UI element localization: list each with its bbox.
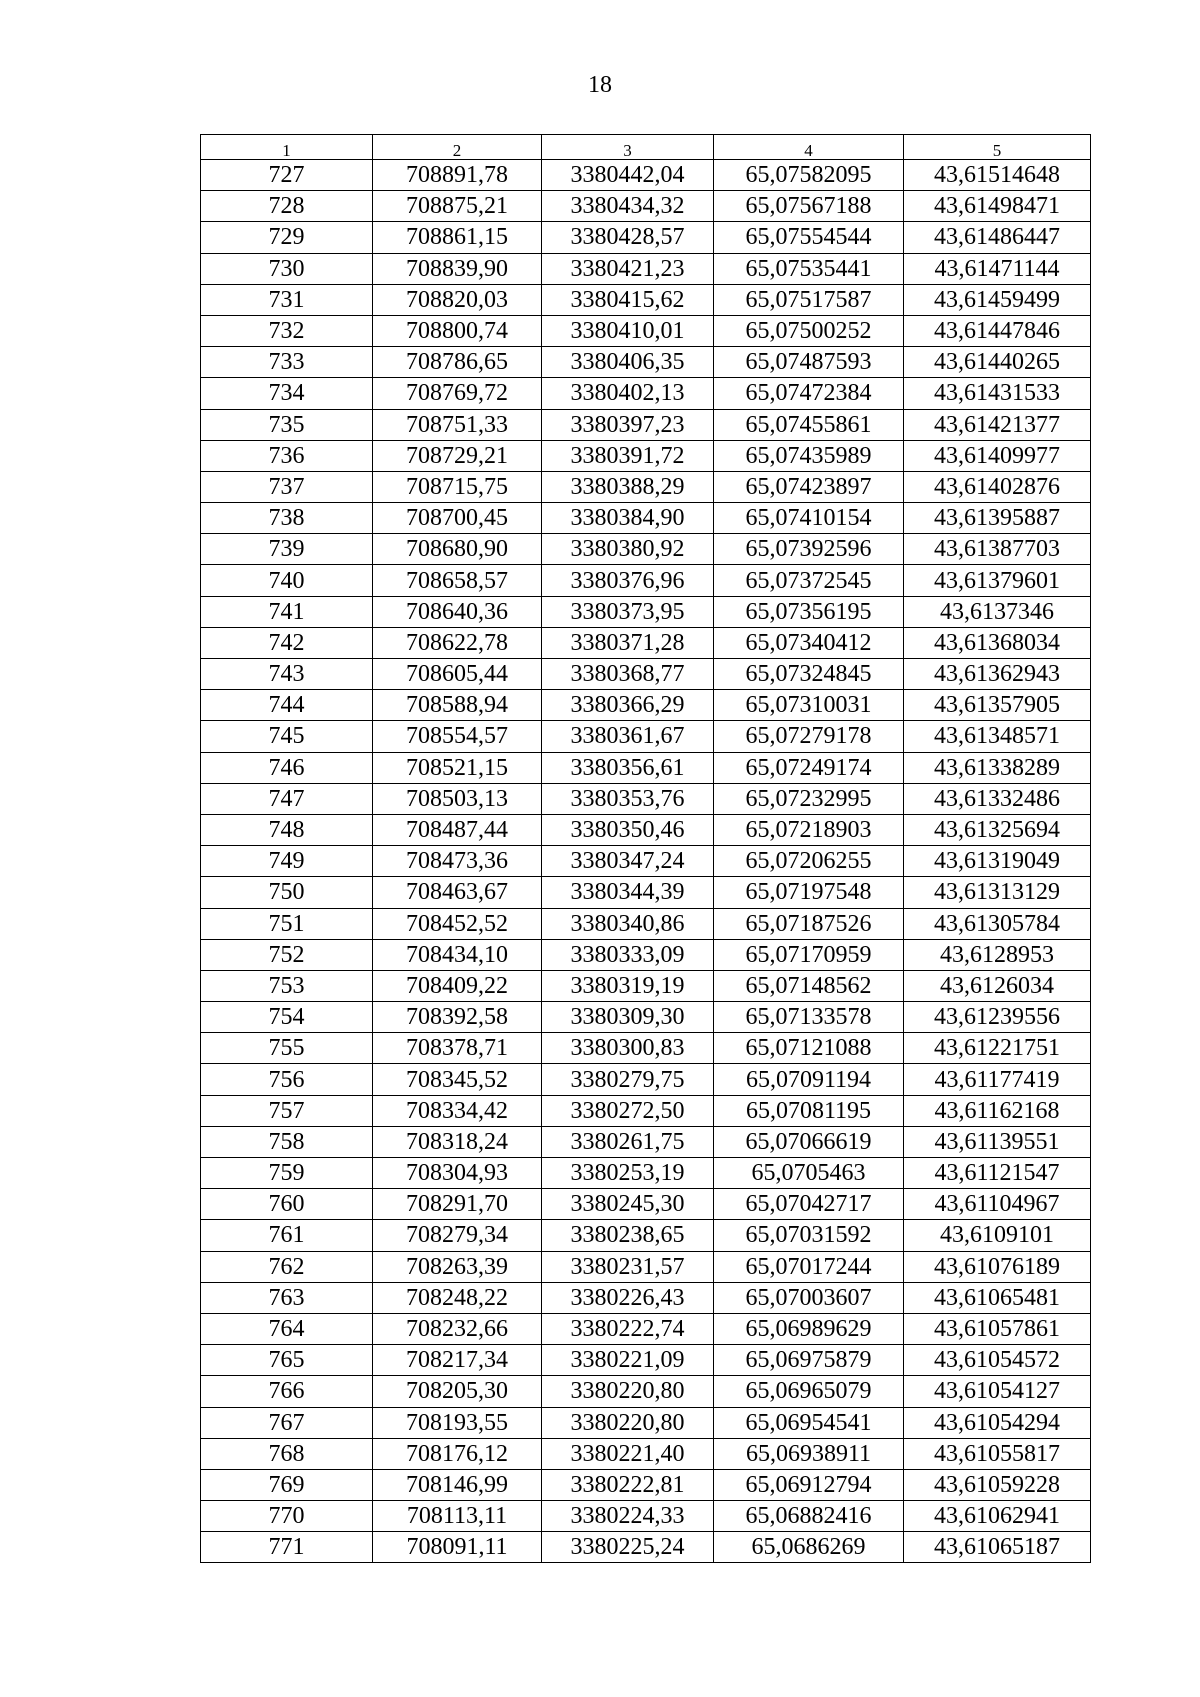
table-cell: 43,61057861 — [904, 1313, 1091, 1344]
table-cell: 708232,66 — [373, 1313, 542, 1344]
table-cell: 753 — [201, 970, 373, 1001]
table-cell: 708473,36 — [373, 846, 542, 877]
table-cell: 43,61348571 — [904, 721, 1091, 752]
table-row — [201, 503, 1091, 534]
table-cell: 43,61447846 — [904, 315, 1091, 346]
table-row — [201, 1313, 1091, 1344]
table-cell: 770 — [201, 1501, 373, 1532]
table-cell: 43,61065187 — [904, 1532, 1091, 1563]
table-row — [201, 253, 1091, 284]
table-cell: 708521,15 — [373, 752, 542, 783]
table-row — [201, 1002, 1091, 1033]
table-cell: 65,07500252 — [714, 315, 904, 346]
table-cell: 766 — [201, 1376, 373, 1407]
table-cell: 43,61421377 — [904, 409, 1091, 440]
table-row — [201, 752, 1091, 783]
table-cell: 65,07066619 — [714, 1126, 904, 1157]
table-row — [201, 908, 1091, 939]
table-cell: 65,07356195 — [714, 596, 904, 627]
column-header-2: 2 — [373, 135, 542, 160]
table-cell: 65,07170959 — [714, 939, 904, 970]
table-cell: 708622,78 — [373, 627, 542, 658]
table-cell: 3380350,46 — [542, 814, 714, 845]
table-cell: 708786,65 — [373, 347, 542, 378]
table-row — [201, 1438, 1091, 1469]
table-cell: 3380391,72 — [542, 440, 714, 471]
table-cell: 43,61332486 — [904, 783, 1091, 814]
table-cell: 43,61325694 — [904, 814, 1091, 845]
table-cell: 3380261,75 — [542, 1126, 714, 1157]
table-cell: 731 — [201, 284, 373, 315]
column-header-4: 4 — [714, 135, 904, 160]
table-cell: 708820,03 — [373, 284, 542, 315]
table-cell: 739 — [201, 534, 373, 565]
table-cell: 65,0705463 — [714, 1158, 904, 1189]
table-cell: 43,61121547 — [904, 1158, 1091, 1189]
table-cell: 3380253,19 — [542, 1158, 714, 1189]
table-row — [201, 191, 1091, 222]
table-row — [201, 1469, 1091, 1500]
table-cell: 708554,57 — [373, 721, 542, 752]
table-cell: 43,61059228 — [904, 1469, 1091, 1500]
table-body — [201, 160, 1091, 1563]
table-row — [201, 160, 1091, 191]
header-row — [201, 135, 1091, 160]
table-cell: 760 — [201, 1189, 373, 1220]
table-cell: 43,61514648 — [904, 160, 1091, 191]
table-cell: 745 — [201, 721, 373, 752]
table-cell: 65,06965079 — [714, 1376, 904, 1407]
table-cell: 3380356,61 — [542, 752, 714, 783]
table-cell: 708279,34 — [373, 1220, 542, 1251]
table-cell: 65,06938911 — [714, 1438, 904, 1469]
table-cell: 65,07435989 — [714, 440, 904, 471]
table-cell: 708800,74 — [373, 315, 542, 346]
table-cell: 65,07232995 — [714, 783, 904, 814]
table-cell: 65,06954541 — [714, 1407, 904, 1438]
table-cell: 65,07582095 — [714, 160, 904, 191]
table-header — [201, 135, 1091, 160]
table-cell: 3380344,39 — [542, 877, 714, 908]
table-cell: 708640,36 — [373, 596, 542, 627]
column-header-3: 3 — [542, 135, 714, 160]
table-cell: 65,07017244 — [714, 1251, 904, 1282]
table-row — [201, 1095, 1091, 1126]
table-cell: 3380226,43 — [542, 1282, 714, 1313]
table-cell: 65,07133578 — [714, 1002, 904, 1033]
table-cell: 3380421,23 — [542, 253, 714, 284]
table-cell: 3380300,83 — [542, 1033, 714, 1064]
table-cell: 65,07487593 — [714, 347, 904, 378]
table-cell: 3380347,24 — [542, 846, 714, 877]
table-cell: 708091,11 — [373, 1532, 542, 1563]
table-cell: 708434,10 — [373, 939, 542, 970]
table-cell: 65,06912794 — [714, 1469, 904, 1500]
table-cell: 3380368,77 — [542, 659, 714, 690]
table-cell: 3380380,92 — [542, 534, 714, 565]
table-row — [201, 1376, 1091, 1407]
table-cell: 708291,70 — [373, 1189, 542, 1220]
table-cell: 65,06882416 — [714, 1501, 904, 1532]
table-cell: 65,07081195 — [714, 1095, 904, 1126]
table-cell: 65,07517587 — [714, 284, 904, 315]
table-cell: 3380397,23 — [542, 409, 714, 440]
table-cell: 732 — [201, 315, 373, 346]
table-cell: 708263,39 — [373, 1251, 542, 1282]
table-cell: 43,61379601 — [904, 565, 1091, 596]
table-cell: 3380333,09 — [542, 939, 714, 970]
table-cell: 43,61431533 — [904, 378, 1091, 409]
table-cell: 764 — [201, 1313, 373, 1344]
table-row — [201, 378, 1091, 409]
table-row — [201, 970, 1091, 1001]
table-cell: 3380373,95 — [542, 596, 714, 627]
table-cell: 708605,44 — [373, 659, 542, 690]
table-cell: 43,6137346 — [904, 596, 1091, 627]
table-cell: 43,61305784 — [904, 908, 1091, 939]
table-row — [201, 565, 1091, 596]
table-cell: 3380222,81 — [542, 1469, 714, 1500]
table-cell: 752 — [201, 939, 373, 970]
table-cell: 43,61459499 — [904, 284, 1091, 315]
table-cell: 708248,22 — [373, 1282, 542, 1313]
table-cell: 3380353,76 — [542, 783, 714, 814]
table-cell: 761 — [201, 1220, 373, 1251]
table-cell: 708715,75 — [373, 471, 542, 502]
table-cell: 3380221,09 — [542, 1345, 714, 1376]
table-cell: 43,61139551 — [904, 1126, 1091, 1157]
table-cell: 65,07206255 — [714, 846, 904, 877]
table-cell: 708205,30 — [373, 1376, 542, 1407]
table-cell: 3380415,62 — [542, 284, 714, 315]
table-row — [201, 877, 1091, 908]
table-cell: 734 — [201, 378, 373, 409]
table-row — [201, 409, 1091, 440]
table-cell: 3380384,90 — [542, 503, 714, 534]
table-row — [201, 690, 1091, 721]
table-cell: 43,61054294 — [904, 1407, 1091, 1438]
table-cell: 65,07197548 — [714, 877, 904, 908]
table-cell: 708503,13 — [373, 783, 542, 814]
table-cell: 708729,21 — [373, 440, 542, 471]
table-cell: 708658,57 — [373, 565, 542, 596]
table-cell: 3380279,75 — [542, 1064, 714, 1095]
table-cell: 43,6109101 — [904, 1220, 1091, 1251]
table-cell: 708700,45 — [373, 503, 542, 534]
table-cell: 733 — [201, 347, 373, 378]
table-cell: 727 — [201, 160, 373, 191]
table-row — [201, 659, 1091, 690]
table-cell: 3380371,28 — [542, 627, 714, 658]
column-header-5: 5 — [904, 135, 1091, 160]
table-cell: 43,61239556 — [904, 1002, 1091, 1033]
table-row — [201, 347, 1091, 378]
table-cell: 769 — [201, 1469, 373, 1500]
table-row — [201, 222, 1091, 253]
table-cell: 748 — [201, 814, 373, 845]
table-cell: 3380428,57 — [542, 222, 714, 253]
table-row — [201, 627, 1091, 658]
table-cell: 43,61313129 — [904, 877, 1091, 908]
table-cell: 3380402,13 — [542, 378, 714, 409]
table-cell: 3380376,96 — [542, 565, 714, 596]
table-cell: 65,07340412 — [714, 627, 904, 658]
table-cell: 3380224,33 — [542, 1501, 714, 1532]
table-cell: 3380361,67 — [542, 721, 714, 752]
table-cell: 708588,94 — [373, 690, 542, 721]
table-row — [201, 939, 1091, 970]
table-cell: 3380220,80 — [542, 1407, 714, 1438]
table-cell: 754 — [201, 1002, 373, 1033]
table-cell: 65,07148562 — [714, 970, 904, 1001]
table-row — [201, 1251, 1091, 1282]
table-cell: 3380231,57 — [542, 1251, 714, 1282]
table-cell: 757 — [201, 1095, 373, 1126]
table-row — [201, 1126, 1091, 1157]
table-cell: 763 — [201, 1282, 373, 1313]
table-cell: 708378,71 — [373, 1033, 542, 1064]
table-cell: 756 — [201, 1064, 373, 1095]
table-cell: 708463,67 — [373, 877, 542, 908]
table-cell: 3380238,65 — [542, 1220, 714, 1251]
table-cell: 43,6128953 — [904, 939, 1091, 970]
table-row — [201, 814, 1091, 845]
table-cell: 43,61062941 — [904, 1501, 1091, 1532]
table-cell: 43,61177419 — [904, 1064, 1091, 1095]
table-cell: 43,61357905 — [904, 690, 1091, 721]
coordinates-table — [200, 134, 1091, 1563]
table-cell: 43,6126034 — [904, 970, 1091, 1001]
table-cell: 43,61440265 — [904, 347, 1091, 378]
table-row — [201, 1345, 1091, 1376]
table-cell: 65,07372545 — [714, 565, 904, 596]
table-cell: 65,07003607 — [714, 1282, 904, 1313]
table-cell: 65,07324845 — [714, 659, 904, 690]
table-cell: 708769,72 — [373, 378, 542, 409]
table-cell: 708861,15 — [373, 222, 542, 253]
table-cell: 743 — [201, 659, 373, 690]
table-cell: 43,61054127 — [904, 1376, 1091, 1407]
table-cell: 708304,93 — [373, 1158, 542, 1189]
table-row — [201, 1407, 1091, 1438]
table-cell: 65,07423897 — [714, 471, 904, 502]
table-cell: 43,61104967 — [904, 1189, 1091, 1220]
table-cell: 736 — [201, 440, 373, 471]
table-cell: 708193,55 — [373, 1407, 542, 1438]
table-row — [201, 846, 1091, 877]
table-cell: 65,06989629 — [714, 1313, 904, 1344]
table-cell: 738 — [201, 503, 373, 534]
table-cell: 43,61065481 — [904, 1282, 1091, 1313]
table-cell: 65,06975879 — [714, 1345, 904, 1376]
table-cell: 708176,12 — [373, 1438, 542, 1469]
table-cell: 3380221,40 — [542, 1438, 714, 1469]
table-cell: 43,61498471 — [904, 191, 1091, 222]
table-cell: 708318,24 — [373, 1126, 542, 1157]
table-cell: 65,0686269 — [714, 1532, 904, 1563]
table-cell: 759 — [201, 1158, 373, 1189]
table-cell: 65,07249174 — [714, 752, 904, 783]
table-row — [201, 1220, 1091, 1251]
table-cell: 65,07279178 — [714, 721, 904, 752]
table-cell: 758 — [201, 1126, 373, 1157]
table-cell: 65,07554544 — [714, 222, 904, 253]
table-cell: 768 — [201, 1438, 373, 1469]
table-cell: 65,07031592 — [714, 1220, 904, 1251]
table-cell: 43,61368034 — [904, 627, 1091, 658]
table-cell: 3380309,30 — [542, 1002, 714, 1033]
table-cell: 43,61054572 — [904, 1345, 1091, 1376]
table-cell: 43,61055817 — [904, 1438, 1091, 1469]
table-cell: 3380220,80 — [542, 1376, 714, 1407]
table-cell: 65,07187526 — [714, 908, 904, 939]
table-cell: 43,61362943 — [904, 659, 1091, 690]
table-cell: 708334,42 — [373, 1095, 542, 1126]
table-cell: 43,61471144 — [904, 253, 1091, 284]
table-cell: 708392,58 — [373, 1002, 542, 1033]
table-row — [201, 1033, 1091, 1064]
table-cell: 3380406,35 — [542, 347, 714, 378]
table-cell: 65,07535441 — [714, 253, 904, 284]
table-cell: 3380388,29 — [542, 471, 714, 502]
table-cell: 708891,78 — [373, 160, 542, 191]
table-cell: 708839,90 — [373, 253, 542, 284]
table-cell: 767 — [201, 1407, 373, 1438]
table-cell: 43,61076189 — [904, 1251, 1091, 1282]
table-cell: 3380245,30 — [542, 1189, 714, 1220]
table-cell: 735 — [201, 409, 373, 440]
table-cell: 43,61395887 — [904, 503, 1091, 534]
table-cell: 708146,99 — [373, 1469, 542, 1500]
table-row — [201, 1064, 1091, 1095]
table-cell: 43,61338289 — [904, 752, 1091, 783]
table-row — [201, 471, 1091, 502]
table-cell: 728 — [201, 191, 373, 222]
table-cell: 740 — [201, 565, 373, 596]
table-cell: 43,61319049 — [904, 846, 1091, 877]
table-row — [201, 1189, 1091, 1220]
table-row — [201, 596, 1091, 627]
table-cell: 3380272,50 — [542, 1095, 714, 1126]
table-cell: 747 — [201, 783, 373, 814]
table-cell: 708680,90 — [373, 534, 542, 565]
table-cell: 65,07410154 — [714, 503, 904, 534]
table-cell: 741 — [201, 596, 373, 627]
table-cell: 708113,11 — [373, 1501, 542, 1532]
page-number: 18 — [588, 72, 612, 98]
table-cell: 3380434,32 — [542, 191, 714, 222]
table-cell: 3380225,24 — [542, 1532, 714, 1563]
table-cell: 751 — [201, 908, 373, 939]
table-row — [201, 440, 1091, 471]
table-cell: 765 — [201, 1345, 373, 1376]
table-cell: 3380410,01 — [542, 315, 714, 346]
table-cell: 3380340,86 — [542, 908, 714, 939]
table-cell: 742 — [201, 627, 373, 658]
table-row — [201, 534, 1091, 565]
table-cell: 729 — [201, 222, 373, 253]
table-row — [201, 1282, 1091, 1313]
table-row — [201, 1532, 1091, 1563]
table-cell: 750 — [201, 877, 373, 908]
table-cell: 771 — [201, 1532, 373, 1563]
table-cell: 3380319,19 — [542, 970, 714, 1001]
table-row — [201, 1158, 1091, 1189]
table-cell: 43,61486447 — [904, 222, 1091, 253]
table-cell: 65,07310031 — [714, 690, 904, 721]
table-cell: 746 — [201, 752, 373, 783]
table-cell: 708751,33 — [373, 409, 542, 440]
table-cell: 43,61402876 — [904, 471, 1091, 502]
table-cell: 755 — [201, 1033, 373, 1064]
table-cell: 65,07121088 — [714, 1033, 904, 1064]
table-cell: 65,07218903 — [714, 814, 904, 845]
table-row — [201, 1501, 1091, 1532]
table-cell: 65,07455861 — [714, 409, 904, 440]
table-cell: 43,61221751 — [904, 1033, 1091, 1064]
table-cell: 749 — [201, 846, 373, 877]
table-cell: 744 — [201, 690, 373, 721]
table-cell: 737 — [201, 471, 373, 502]
table-cell: 43,61409977 — [904, 440, 1091, 471]
table-cell: 65,07392596 — [714, 534, 904, 565]
table-cell: 708487,44 — [373, 814, 542, 845]
table-row — [201, 721, 1091, 752]
table-cell: 43,61387703 — [904, 534, 1091, 565]
table-row — [201, 783, 1091, 814]
table-cell: 3380222,74 — [542, 1313, 714, 1344]
table-cell: 65,07567188 — [714, 191, 904, 222]
table-cell: 708452,52 — [373, 908, 542, 939]
table-cell: 708875,21 — [373, 191, 542, 222]
column-header-1: 1 — [201, 135, 373, 160]
table-cell: 65,07091194 — [714, 1064, 904, 1095]
table-cell: 65,07472384 — [714, 378, 904, 409]
table-cell: 762 — [201, 1251, 373, 1282]
table-row — [201, 284, 1091, 315]
table-cell: 3380366,29 — [542, 690, 714, 721]
table-cell: 3380442,04 — [542, 160, 714, 191]
table-cell: 65,07042717 — [714, 1189, 904, 1220]
table-cell: 708409,22 — [373, 970, 542, 1001]
table-cell: 708217,34 — [373, 1345, 542, 1376]
table-cell: 708345,52 — [373, 1064, 542, 1095]
table-cell: 730 — [201, 253, 373, 284]
table-cell: 43,61162168 — [904, 1095, 1091, 1126]
table-row — [201, 315, 1091, 346]
